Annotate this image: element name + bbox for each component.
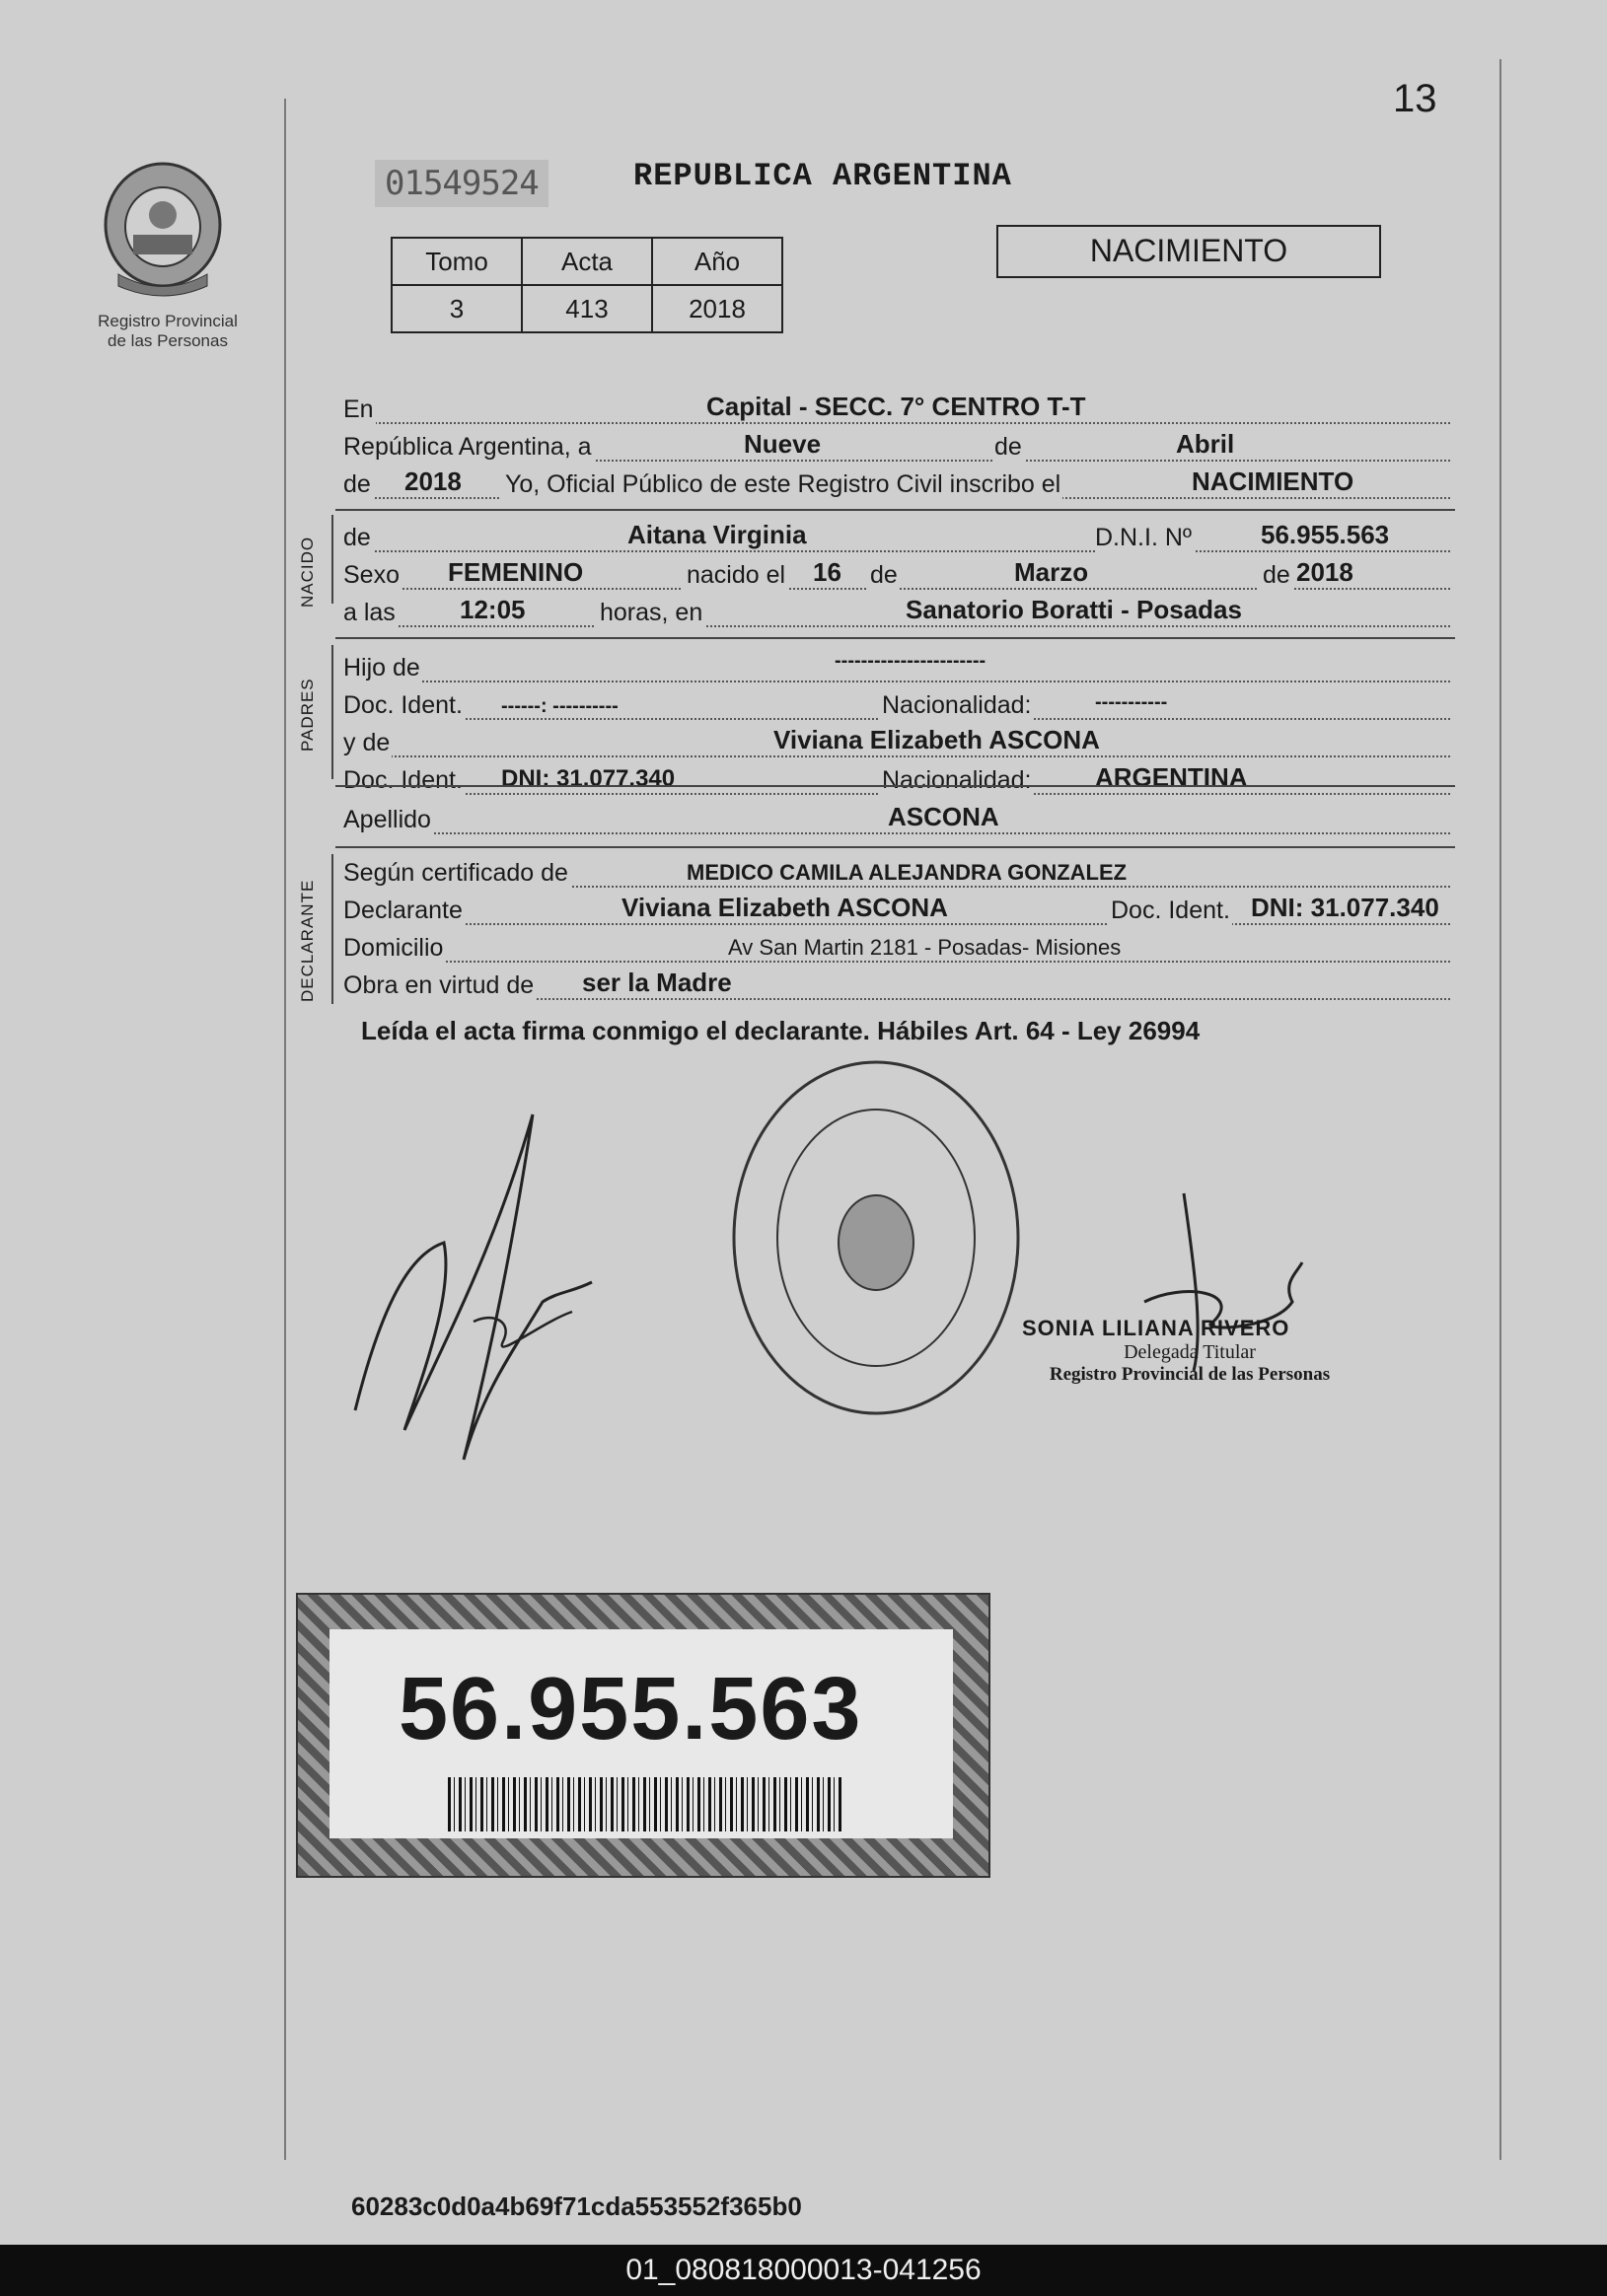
obra-label: Obra en virtud de (343, 971, 535, 999)
line-alas (343, 596, 1450, 633)
value-anio: 2018 (652, 285, 782, 332)
line-en (343, 393, 1450, 430)
nacido-label: nacido el (683, 561, 787, 590)
de-value: NACIMIENTO (1192, 466, 1354, 496)
line-obra (343, 969, 1450, 1006)
doc2-value: DNI: 31.077.340 (501, 765, 676, 792)
nombre-label: de (343, 524, 371, 551)
de-text: Yo, Oficial Público de este Registro Civil inscribo el (501, 470, 1062, 499)
side-label-declarante: DECLARANTE (298, 879, 317, 1002)
logo-caption-line1: Registro Provincial (98, 312, 238, 330)
country-title: REPUBLICA ARGENTINA (633, 158, 1012, 194)
nac2-value: ARGENTINA (1095, 762, 1248, 792)
sexo-value: FEMENINO (448, 557, 584, 587)
rep-month: Abril (1176, 429, 1235, 459)
hijo-label: Hijo de (343, 654, 420, 682)
value-tomo: 3 (392, 285, 522, 332)
nacido-de: de (866, 561, 900, 590)
official-block (1022, 1316, 1357, 1386)
header-acta: Acta (522, 238, 652, 285)
line-declarante (343, 894, 1450, 931)
doc1-label: Doc. Ident. (343, 691, 463, 719)
dni-value: 56.955.563 (1261, 520, 1390, 549)
obra-value: ser la Madre (582, 968, 732, 997)
sidebar-padres (331, 645, 333, 779)
closing-note: Leída el acta firma conmigo el declarante. Hábiles Art. 64 - Ley 26994 (361, 1016, 1201, 1045)
dni-label: D.N.I. Nº (1095, 524, 1193, 551)
de-year: 2018 (404, 466, 462, 496)
separator-1 (335, 509, 1455, 511)
yde-value: Viviana Elizabeth ASCONA (773, 725, 1100, 754)
apellido-value: ASCONA (888, 802, 999, 831)
nombre-value: Aitana Virginia (627, 520, 807, 549)
doc2-label: Doc. Ident. (343, 766, 463, 794)
cert-value: MEDICO CAMILA ALEJANDRA GONZALEZ (687, 860, 1128, 885)
en-label: En (343, 395, 374, 423)
line-nombre (343, 521, 1450, 558)
nac2-label: Nacionalidad: (878, 766, 1034, 795)
province-seal-logo (99, 156, 227, 304)
decl-doc-value: DNI: 31.077.340 (1251, 893, 1439, 922)
line-domicilio (343, 931, 1450, 969)
header-anio: Año (652, 238, 782, 285)
line-doc2 (343, 763, 1450, 801)
official-title: Delegada Titular (1124, 1341, 1256, 1363)
registry-table (391, 237, 783, 333)
nac1-value: ----------- (1095, 691, 1168, 713)
yde-label: y de (343, 729, 391, 756)
document-number: 01549524 (375, 160, 548, 207)
rep-day: Nueve (744, 429, 822, 459)
barcode-bars (448, 1777, 842, 1831)
separator-3 (335, 785, 1455, 787)
line-de-year (343, 467, 1450, 505)
lugar-value: Sanatorio Boratti - Posadas (906, 595, 1242, 624)
line-cert (343, 856, 1450, 894)
line-yde (343, 726, 1450, 763)
line-apellido (343, 803, 1450, 840)
line-doc1 (343, 688, 1450, 726)
rep-de: de (994, 433, 1022, 461)
dom-label: Domicilio (343, 934, 444, 962)
alas-label: a las (343, 599, 396, 626)
dom-value: Av San Martin 2181 - Posadas- Misiones (728, 935, 1122, 960)
nacido-day: 16 (813, 557, 841, 587)
side-label-padres: PADRES (298, 678, 317, 752)
nacido-year: 2018 (1296, 557, 1353, 587)
header-tomo: Tomo (392, 238, 522, 285)
decl-label: Declarante (343, 897, 463, 924)
doc1-value: ------: ---------- (501, 695, 619, 717)
decl-doc-label: Doc. Ident. (1107, 897, 1232, 925)
line-republica (343, 430, 1450, 467)
nacido-de2: de (1259, 561, 1292, 590)
separator-2 (335, 637, 1455, 639)
left-margin-line (284, 99, 286, 2160)
document-hash: 60283c0d0a4b69f71cda553552f365b0 (351, 2191, 802, 2221)
side-label-nacido: NACIDO (298, 536, 317, 608)
sidebar-declarante (331, 854, 333, 1004)
line-hijo (343, 651, 1450, 688)
declarant-signature (345, 1095, 612, 1470)
value-acta: 413 (522, 285, 652, 332)
hijo-value: ----------------------- (835, 650, 986, 672)
sexo-label: Sexo (343, 561, 400, 589)
horas-label: horas, en (596, 599, 704, 627)
apellido-label: Apellido (343, 806, 431, 833)
line-sexo (343, 558, 1450, 596)
nacido-month: Marzo (1014, 557, 1089, 587)
logo-caption (79, 312, 256, 351)
record-type-box: NACIMIENTO (996, 225, 1381, 278)
official-office: Registro Provincial de las Personas (1049, 1364, 1331, 1385)
right-margin-line (1499, 59, 1501, 2160)
page-number: 13 (1393, 77, 1437, 120)
separator-4 (335, 846, 1455, 848)
barcode-label-inner (329, 1629, 953, 1838)
en-value: Capital - SECC. 7° CENTRO T-T (706, 392, 1086, 421)
registry-seal-stamp (728, 1055, 1024, 1420)
footer-id: 01_080818000013-041256 (0, 2245, 1607, 2296)
decl-value: Viviana Elizabeth ASCONA (621, 893, 948, 922)
barcode-number: 56.955.563 (399, 1660, 863, 1758)
cert-label: Según certificado de (343, 859, 568, 887)
logo-caption-line2: de las Personas (108, 331, 228, 350)
de-label: de (343, 470, 371, 498)
rep-label: República Argentina, a (343, 433, 592, 461)
official-name: SONIA LILIANA RIVERO (1022, 1316, 1290, 1340)
nac1-label: Nacionalidad: (878, 691, 1034, 720)
alas-value: 12:05 (460, 595, 526, 624)
sidebar-nacido (331, 515, 333, 604)
barcode-label (296, 1593, 990, 1878)
